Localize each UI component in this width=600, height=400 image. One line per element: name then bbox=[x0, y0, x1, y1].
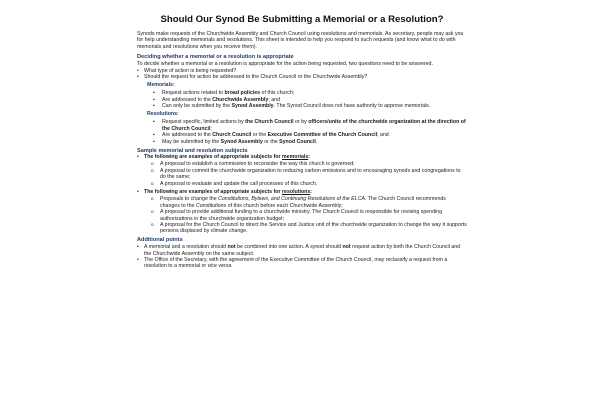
list-item: ▪ May be submitted by the Synod Assembly or the Synod Council. bbox=[153, 139, 467, 145]
memorials-list bbox=[153, 90, 467, 109]
list-item: • A memorial and a resolution should not be combined into one action. A synod should not request action by both the Church Council and the Churchwide Assembly on the same subject. bbox=[137, 244, 467, 257]
list-item: ▪ Request specific, limited actions by the Church Council or by officers/units of the churchwide organization at the direction of the Church Council; bbox=[153, 119, 467, 132]
list-item: o A proposal to provide additional funding to a churchwide ministry. The Church Council is responsible for revising spending authorizations in the churchwide organization budget; bbox=[151, 209, 467, 222]
list-item: ▪ Request actions related to broad policies of this church; bbox=[153, 90, 467, 96]
resolutions-subheading: Resolutions: bbox=[147, 111, 179, 118]
deciding-paragraph: To decide whether a memorial or a resolution is appropriate for the action being requested, two questions need to be answered. bbox=[137, 60, 433, 67]
list-item: o A proposal to commit the churchwide organization to reducing carbon emissions and to encouraging synods and congregations to do the same; bbox=[151, 168, 467, 181]
intro-paragraph: Synods make requests of the Churchwide Assembly and Church Council using resolutions and memorials. As secretary, people may ask you for help understanding memorials and resolutions. This sheet is intended to help you respond to such requests (and know what to do with memorials and resolutions when you receive them). bbox=[137, 31, 464, 50]
resolutions-list bbox=[153, 119, 467, 145]
document-content bbox=[137, 14, 467, 270]
resolution-examples-list bbox=[151, 196, 467, 234]
section-heading-additional: Additional points bbox=[137, 237, 183, 244]
list-item: ▪ Are addressed to the Churchwide Assembly; and bbox=[153, 97, 467, 103]
list-item: • The following are examples of appropriate subjects for resolutions: o Proposals to change the Constitutions, Bylaws, and Continuing Resolutions of the ELCA. The Church Council recommends changes to the Constitutions of this church before each Churchwide Assembly; o A proposal to provide additional funding to a churchwide ministry. The Church Council is responsible for revising spending authorizations in the churchwide organization budget; o A proposal for the Church Council to direct the Service and Justice unit of the churchwide organization to change the way it supports persons displaced by climate change. bbox=[137, 189, 467, 234]
document-title: Should Our Synod Be Submitting a Memorial or a Resolution? bbox=[160, 14, 444, 25]
memorial-examples-list bbox=[151, 161, 467, 187]
list-item: o Proposals to change the Constitutions, Bylaws, and Continuing Resolutions of the ELCA. The Church Council recommends changes to the Constitutions of this church before each Churchwide Assembly; bbox=[151, 196, 467, 209]
list-item: ▪ Can only be submitted by the Synod Assembly. The Synod Council does not have authority to approve memorials. bbox=[153, 103, 467, 109]
list-item: • What type of action is being requested? bbox=[137, 68, 467, 74]
list-item: o A proposal for the Church Council to direct the Service and Justice unit of the churchwide organization to change the way it supports persons displaced by climate change. bbox=[151, 222, 467, 235]
additional-points-list bbox=[137, 244, 467, 270]
section-heading-deciding: Deciding whether a memorial or a resolution is appropriate bbox=[137, 53, 294, 60]
list-item: • The following are examples of appropriate subjects for memorials: o A proposal to establish a commission to reconsider the way this church is governed; o A proposal to commit the churchwide organization to reducing carbon emissions and to encouraging synods and congregations to do the same; o A proposal to evaluate and update the call processes of this church. bbox=[137, 154, 467, 187]
question-list bbox=[137, 68, 467, 81]
section-heading-samples: Sample memorial and resolution subjects bbox=[137, 147, 248, 154]
list-item: o A proposal to establish a commission to reconsider the way this church is governed; bbox=[151, 161, 467, 167]
memorials-subheading: Memorials: bbox=[147, 82, 175, 89]
resolution-examples-group bbox=[137, 189, 467, 234]
list-item: ▪ Are addressed to the Church Council or the Executive Committee of the Church Council; and bbox=[153, 132, 467, 138]
list-item: • The Office of the Secretary, with the agreement of the Executive Committee of the Church Council, may reclassify a request from a resolution to a memorial or vice versa. bbox=[137, 257, 467, 270]
list-item: o A proposal to evaluate and update the call processes of this church. bbox=[151, 181, 467, 187]
list-item: • Should the request for action be addressed to the Church Council or the Churchwide Assembly? bbox=[137, 74, 467, 80]
memorial-examples-group bbox=[137, 154, 467, 187]
